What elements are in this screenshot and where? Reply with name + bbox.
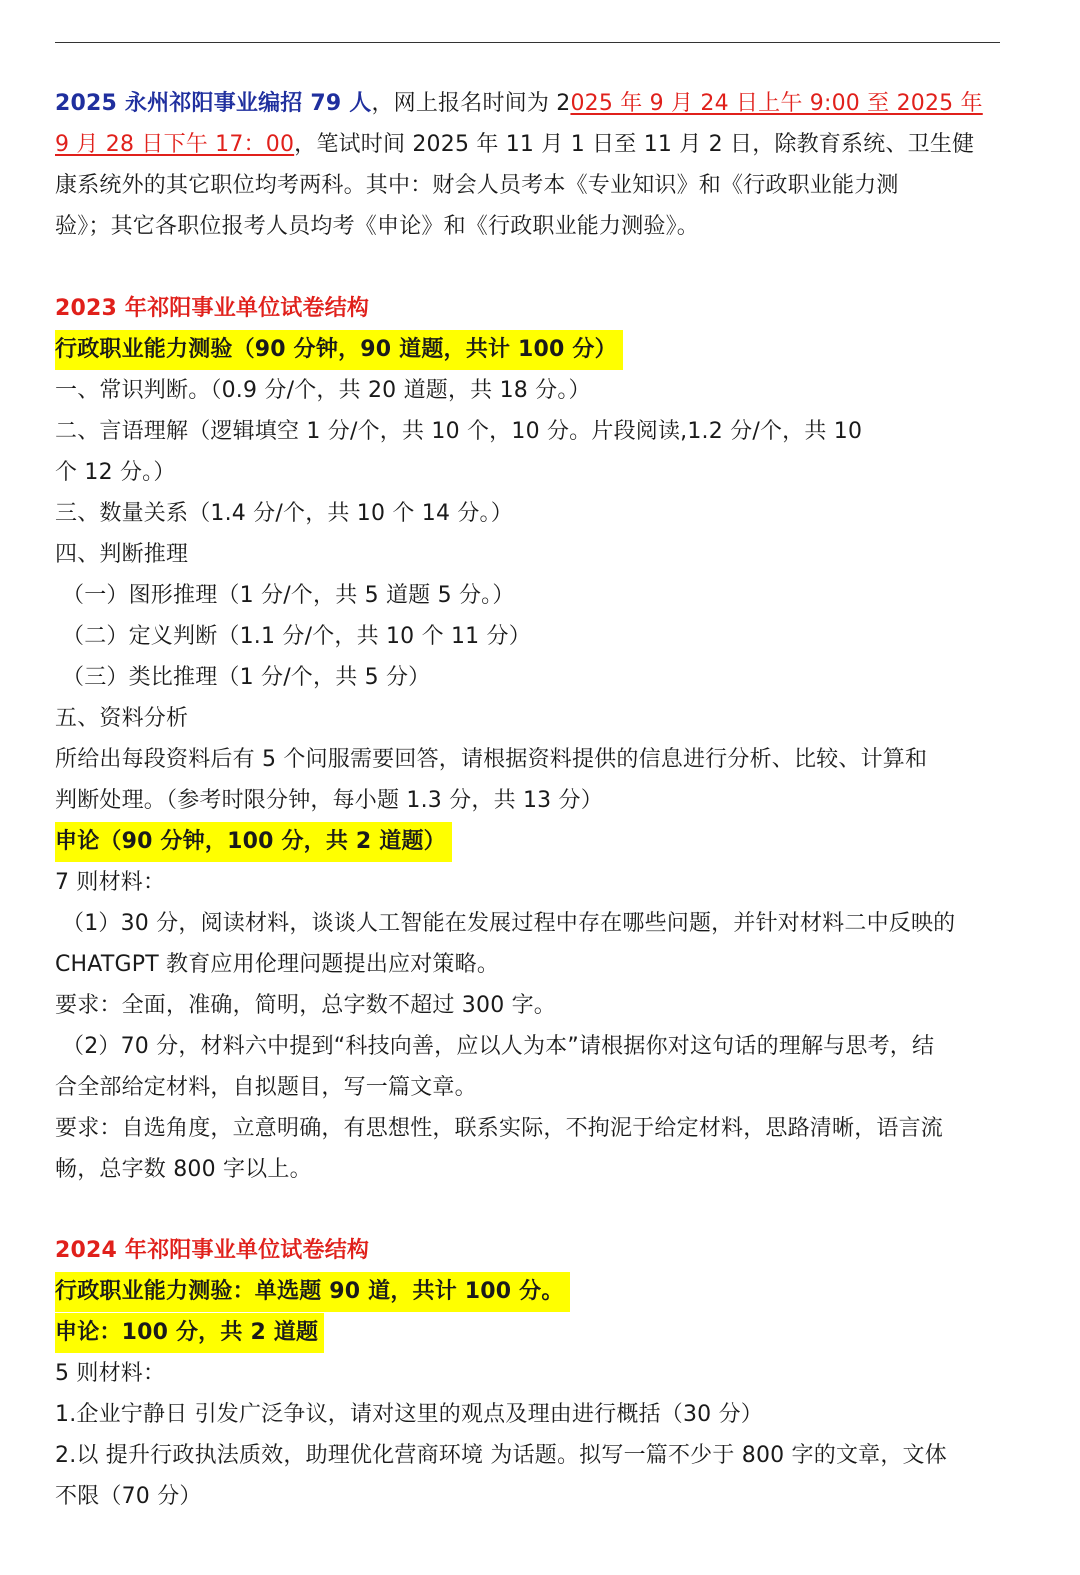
section-2024-xingce-header: 行政职业能力测验：单选题 90 道，共计 100 分。: [55, 1272, 570, 1312]
intro-registration-time-end: 9 月 28 日下午 17：00: [55, 132, 295, 157]
section-2023-shenlun-line: （1）30 分，阅读材料，谈谈人工智能在发展过程中存在哪些问题，并针对材料二中反映的: [62, 911, 956, 936]
section-2024-shenlun-header: 申论：100 分，共 2 道题: [55, 1313, 324, 1353]
section-2023-line: （二）定义判断（1.1 分/个，共 10 个 11 分）: [62, 624, 531, 649]
section-2023-shenlun-line: 畅，总字数 800 字以上。: [55, 1157, 312, 1182]
section-2023-shenlun-line: 要求：全面，准确，简明，总字数不超过 300 字。: [55, 993, 556, 1018]
section-2024-shenlun-header-row: [55, 1313, 324, 1353]
section-2023-title: 2023 年祁阳事业单位试卷结构: [55, 296, 370, 321]
section-2023-line: 个 12 分。）: [55, 460, 176, 485]
top-divider: [55, 42, 1000, 43]
intro-title: 2025 永州祁阳事业编招 79 人: [55, 91, 372, 116]
section-2023-shenlun-line: （2）70 分，材料六中提到“科技向善，应以人为本”请根据你对这句话的理解与思考，结: [62, 1034, 935, 1059]
intro-line-3: 康系统外的其它职位均考两科。其中：财会人员考本《专业知识》和《行政职业能力测: [55, 173, 899, 198]
section-2024-line: 1.企业宁静日 引发广泛争议，请对这里的观点及理由进行概括（30 分）: [55, 1402, 763, 1427]
section-2024-line: 5 则材料：: [55, 1361, 166, 1386]
section-2023-xingce-header: 行政职业能力测验（90 分钟，90 道题，共计 100 分）: [55, 330, 623, 370]
section-2023-line: （一）图形推理（1 分/个，共 5 道题 5 分。）: [62, 583, 515, 608]
section-2023-line: 所给出每段资料后有 5 个问服需要回答，请根据资料提供的信息进行分析、比较、计算和: [55, 747, 928, 772]
section-2023-shenlun-line: CHATGPT 教育应用伦理问题提出应对策略。: [55, 952, 500, 977]
intro-line-1: [55, 84, 983, 124]
section-2023-line: 一、常识判断。（0.9 分/个，共 20 道题，共 18 分。）: [55, 378, 591, 403]
section-2023-line: 二、言语理解（逻辑填空 1 分/个，共 10 个，10 分。片段阅读,1.2 分/个，共 10: [55, 419, 863, 444]
section-2023-line: （三）类比推理（1 分/个，共 5 分）: [62, 665, 431, 690]
section-2023-shenlun-header-row: [55, 822, 452, 862]
section-2023-shenlun-header: 申论（90 分钟，100 分，共 2 道题）: [55, 822, 452, 862]
section-2023-line: 三、数量关系（1.4 分/个，共 10 个 14 分。）: [55, 501, 513, 526]
intro-line-2-rest: ，笔试时间 2025 年 11 月 1 日至 11 月 2 日，除教育系统、卫生健: [294, 132, 975, 157]
section-2023-shenlun-line: 要求：自选角度，立意明确，有思想性，联系实际，不拘泥于给定材料，思路清晰，语言流: [55, 1116, 944, 1141]
section-2023-line: 五、资料分析: [55, 706, 189, 731]
section-2024-title: 2024 年祁阳事业单位试卷结构: [55, 1238, 370, 1263]
section-2023-line: 四、判断推理: [55, 542, 189, 567]
intro-line-2: [55, 125, 974, 165]
intro-line-1-mid: ，网上报名时间为 2: [371, 91, 571, 116]
section-2023-xingce-header-row: [55, 330, 623, 370]
section-2024-line: 不限（70 分）: [55, 1484, 202, 1509]
intro-registration-time-start: 025 年 9 月 24 日上午 9:00 至 2025 年: [570, 91, 983, 116]
section-2023-shenlun-line: 合全部给定材料，自拟题目，写一篇文章。: [55, 1075, 477, 1100]
section-2024-xingce-header-row: [55, 1272, 570, 1312]
section-2024-line: 2.以 提升行政执法质效，助理优化营商环境 为话题。拟写一篇不少于 800 字的文章，文体: [55, 1443, 947, 1468]
section-2023-line: 判断处理。（参考时限分钟，每小题 1.3 分，共 13 分）: [55, 788, 603, 813]
intro-line-4: 验》；其它各职位报考人员均考《申论》和《行政职业能力测验》。: [55, 214, 700, 239]
section-2023-shenlun-line: 7 则材料：: [55, 870, 166, 895]
